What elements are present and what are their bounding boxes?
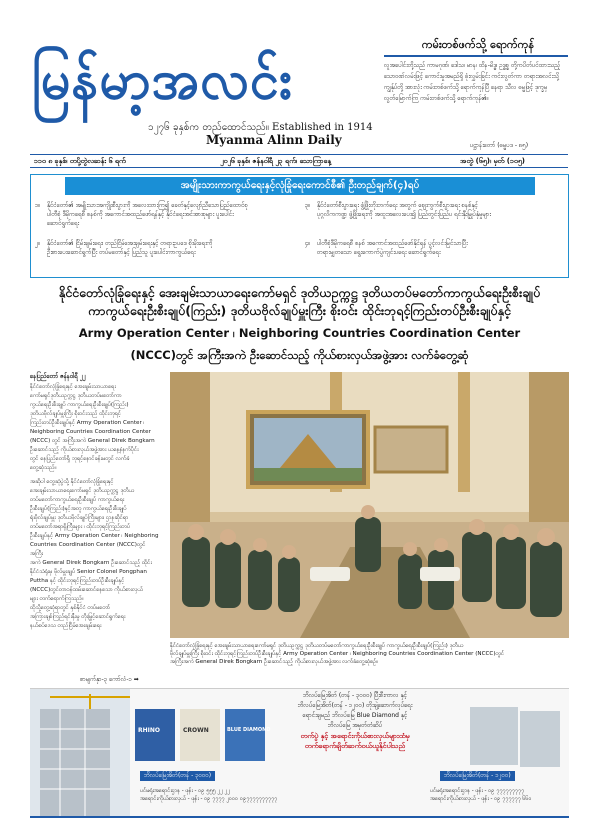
policy-heading: အမျိုးသားကာကွယ်ရေးနှင့်လုံခြုံရေးကောင်စီ၏ ဦးတည်ချက်(၄)ရပ် bbox=[65, 177, 535, 195]
policy-item bbox=[305, 201, 567, 237]
policy-item-text: နိုင်ငံတော်၏ ငြိမ်းချမ်းရေး၊ တည်ငြိမ်အေးချမ်းရေးနှင့် တရားဥပဒေ စိုးမိုးရေးကို ဦးစားပေးဆောင်ရွက်ပြီး တပ်မတော်နှင့် ပြည်သူ ပူးပေါင်းကာကွယ်ရေး bbox=[47, 240, 213, 256]
hotline-right: ဘိလပ်မြေအိတ်(တန် - ၁၂၀၀) bbox=[440, 771, 515, 781]
feature-source: ပဋ္ဌာန်းတော် (ဓမ္မပဒ - ၈၅) bbox=[470, 142, 529, 149]
headline-line-2: ကာကွယ်ရေးဦးစီးချုပ်(ကြည်း) ဒုတိယဗိုလ်ချုပ်မှူးကြီး စိုးဝင်း ထိုင်းဘုရင့်ကြည်းတပ်ဦးစီးချုပ်နှင့် bbox=[88, 303, 511, 318]
policy-box bbox=[30, 174, 569, 278]
ad-line: ဘိလပ်မြေ အမှတ်တံဆိပ် bbox=[327, 722, 383, 729]
main-headline bbox=[30, 284, 569, 366]
hotline-left: ဘိလပ်မြေအိတ်(တန် - ၃၀၀၀) bbox=[140, 771, 215, 781]
ad-highlight: တက်ရောက်ချိတ်ဆက်ဝယ်ယူနိုင်ပါသည် bbox=[304, 742, 406, 750]
meeting-photo bbox=[170, 372, 569, 638]
lunar-date: ၁၁၀ ၈ ခုနှစ်၊ တပို့တွဲလဆန်း ၆ ရက် bbox=[34, 157, 126, 165]
contact-right: ပင်မရုံးအရောင်းဌာန - ဖုန်း - ၀၉ ၇၇၇၇၇၇၇၇၇ အရောင်းကိုယ်စားလှယ် - ဖုန်း - ၀၉ ၇၇၇၇၇၇ ၆၆၀ bbox=[430, 788, 532, 802]
policy-item-number: ၃။ bbox=[305, 202, 311, 209]
english-name: Myanma Alinn Daily bbox=[206, 133, 342, 147]
article-column bbox=[30, 372, 160, 684]
policy-item bbox=[35, 239, 297, 275]
headline-line-4: (NCCC)တွင် အကြီးအကဲ ဦးဆောင်သည့် ကိုယ်စားလှယ်အဖွဲ့အား လက်ခံတွေ့ဆုံ bbox=[130, 348, 469, 362]
advertisement-text bbox=[270, 691, 440, 751]
policy-item-text: နိုင်ငံတော်စီးပွားရေး ဖွံ့ဖြိုးတိုးတက်ရေး အတွက် ဈေးကွက်စီးပွားရေး စနစ်နှင့် ပုဂ္ဂလိကကဏ္ဍ ဖွံ့ဖြိုးရေးကို အထူးအလေးပေး၍ ပြည်တွင်းပြည်ပ ရင်းနှီးမြှုပ်နှံမှုများ bbox=[317, 202, 491, 218]
feature-divider bbox=[384, 55, 568, 57]
newspaper-title: မြန်မာ့အလင်း bbox=[32, 48, 293, 112]
headline-line-3: Army Operation Center ၊ Neighboring Countries Coordination Center bbox=[78, 326, 521, 340]
continued-note: စာမျက်နှာ-၃ ကော်လံ-၁ ➡ bbox=[80, 676, 139, 683]
masthead bbox=[30, 40, 373, 152]
feature-title: ကမ်းတစ်ဖက်သို့ ရောက်ကုန် bbox=[421, 38, 535, 51]
photo-caption: နိုင်ငံတော်လုံခြုံရေးနှင့် အေးချမ်းသာယာရေးကော်မရှင် ဒုတိယဥက္ကဋ္ဌ ဒုတိယတပ်မတော်ကာကွယ်ရေးဦးစီးချုပ် ကာကွယ်ရေးဦးစီးချုပ်(ကြည်း) ဒုတိယ ဗိုလ်ချုပ်မှူးကြီး စိုးဝင်း ထိုင်းဘုရင့်ကြည်းတပ်ဦးစီးချုပ်နှင့် Army Operation Center ၊ Neighboring Countries Coordination Center (NCCC)တွင် အကြီးအကဲ General Direk Bongkarn ဦးဆောင်သည့် ကိုယ်စားလှယ်အဖွဲ့အား လက်ခံတွေ့ဆုံစဉ်။ bbox=[170, 643, 505, 665]
ad-line: ဘိလပ်မြေအိတ်(တန် - ၁၂၀၀) တိုးချဲ့ဆောက်လုပ်ရေး bbox=[297, 702, 413, 709]
date-bar bbox=[30, 154, 568, 168]
cement-advertisement bbox=[30, 688, 569, 816]
policy-items bbox=[35, 201, 566, 277]
bottom-rule bbox=[30, 816, 569, 818]
policy-item-number: ၂။ bbox=[35, 240, 40, 247]
brand-right-label: BLUE DIAMOND bbox=[227, 727, 271, 733]
feature-box bbox=[378, 38, 568, 153]
issue-date: ၂၀၂၆ ခုနှစ်၊ ဇန်နဝါရီ ၂၃ ရက်၊ သောကြာနေ့ bbox=[220, 157, 331, 165]
policy-item-text: ပါတီစုံဒီမိုကရေစီ စနစ် အကောင်အထည်ဖော်နိုင်ရန် ပွင့်လင်းမြင်သာပြီး တရားမျှတသော ရွေးကောက်ပွဲကျင်းပရေး ဆောင်ရွက်ရေး bbox=[317, 240, 468, 256]
policy-item-number: ၄။ bbox=[305, 240, 311, 247]
policy-item bbox=[305, 239, 567, 275]
article-byline: နေပြည်တော် ဇန်နဝါရီ ၂၂ bbox=[30, 373, 86, 380]
feature-body: လူအပေါင်းတို့သည် ကာမဂုဏ်၊ ဒေါသ၊ မာန၊ ထိန-မိဒ္ဓ၊ ဥဒ္ဓစ္စ တို့ကပိတ်ပင်ထားသည့် သောဝဏ်လမ်းဖြင့် ကောင်းမှုအမည်ရှိ ဖုံးလွှမ်းခြင်း ကင်းလွတ်ကာ တရားအလင်းသို့ ကျွန်ုပ်တို့ အားလုံး ကမ်းတစ်ဖက်သို့ ရောက်ကုန်ပြီ နေရာ သီလ ဓမ္မဖြင့် ဒုက္ခမှ လွတ်မြောက်ကြ ကမ်းတစ်ဖက်သို့ ရောက်ကုန်၏။ bbox=[384, 62, 561, 102]
established-line: ၁၂၇၆ ခုနှစ်က တည်ထောင်သည်။ Established in 1914 bbox=[148, 122, 373, 133]
ad-line: ရောင်းချမည် ဘိလပ်မြေ Blue Diamond နှင့် bbox=[302, 712, 408, 719]
headline-line-1: နိုင်ငံတော်လုံခြုံရေးနှင့် အေးချမ်းသာယာရေးကော်မရှင် ဒုတိယဥက္ကဋ္ဌ ဒုတိယတပ်မတော်ကာကွယ်ရေးဦးစီးချုပ် bbox=[58, 285, 541, 300]
ad-line: ဘိလပ်မြေအိတ် (တန် - ၃၀၀၀) ပြီးစီးကာလ နှင့် bbox=[302, 692, 408, 699]
contact-left: ပင်မရုံးအရောင်းဌာန - ဖုန်း - ၀၉ ၅၅၅ ၂၂ ၂၂ အရောင်းကိုယ်စားလှယ် - ဖုန်း - ၀၉ ၇၇၇၇ ၂၀၀၀ ၀၉၇၇၇၇၇၇၇၇၇၇ bbox=[140, 788, 278, 802]
article-paragraph: အဆိုပါ တွေ့ဆုံပွဲသို့ နိုင်ငံတော်လုံခြုံရေးနှင့် အေးချမ်းသာယာရေးကော်မရှင် ဒုတိယဥက္ကဋ္ဌ ဒုတိယ တပ်မတော်ကာကွယ်ရေးဦးစီးချုပ် ကာကွယ်ရေး ဦးစီးချုပ်(ကြည်း)နှင့်အတူ ကာကွယ်ရေးဦးစီးချုပ် ရုံးဗိုလ်ချုပ်မှူး ဒုတိယဗိုလ်ချုပ်ကြီးများ၊ ဌာနဆိုင်ရာ တပ်မတော်အရာရှိကြီးများ ၊ ထိုင်းဘုရင့်ကြည်းတပ် ဦးစီးချုပ်နှင့် Army Operation Center ၊ Neighboring Countries Coordination Center (NCCC)တွင် အကြီး အကဲ General Direk Bongkarn ဦးဆောင်သည့် ထိုင်း နိုင်ငံသံရုံးမှ ဗိုလ်မှူးချုပ် Senior Colonel Pongphan Puttha နှင့် ထိုင်းဘုရင့်ကြည်းတပ်ဦးစီးချုပ်နှင့် (NCCC)တွင်တာဝန်ထမ်းဆောင်နေသော ကိုယ်စားလှယ် များ တက်ရောက်ကြသည်။ bbox=[30, 479, 159, 602]
policy-item-number: ၁။ bbox=[35, 202, 41, 209]
policy-item bbox=[35, 201, 297, 237]
ad-highlight: တက်ပွဲ နှင့် အရောင်းကိုယ်စားလှယ်များထံမှ bbox=[300, 732, 410, 740]
article-paragraph: ထိုသို့တွေ့ဆုံရာတွင် နှစ်နိုင်ငံ တပ်မတော် အကြားချစ်ကြည်ရင်းနှီးမှု တိုးမြှင့်ဆောင်ရွက်ရေး နယ်စပ်ဒေသ တည်ငြိမ်အေးချမ်းရေး bbox=[30, 605, 126, 629]
policy-item-text: နိုင်ငံတော်၏ အမျိုးသားအကျိုးစီးပွားကို အလေးထားကြ၍ ခေတ်နှင့်လျော်ညီသောပြည်ထောင်စု ပါတီစုံ ဒီမိုကရေစီ စနစ်ကို အကောင်အထည်ဖော်ရန်နှင့် နိုင်ငံရေးအင်အားစုများ ပူးပေါင်း ဆောင်ရွက်ရေး bbox=[47, 202, 248, 227]
brand-middle-label: CROWN bbox=[183, 727, 209, 734]
issue-number: အတွဲ (၆၅)၊ မှတ် (၁၀၅) bbox=[460, 157, 525, 165]
meeting-photo-illustration bbox=[170, 372, 569, 638]
article-paragraph: နိုင်ငံတော်လုံခြုံရေးနှင့် အေးချမ်းသာယာရေး ကော်မရှင်ဒုတိယဥက္ကဋ္ဌ ဒုတိယတပ်မတော်ကာ ကွယ်ရေးဦးစီးချုပ် ကာကွယ်ရေးဦးစီးချုပ်(ကြည်း) ဒုတိယဗိုလ်ချုပ်မှူးကြီး စိုးဝင်းသည် ထိုင်းဘုရင့် ကြည်းတပ်ဦးစီးချုပ်နှင့် Army Operation Center ၊ Neighboring Countries Coordination Center (NCCC) တွင် အကြီးအကဲ General Direk Bongkarn ဦးဆောင်သည့် ကိုယ်စားလှယ်အဖွဲ့အား ယနေ့နံနက်ပိုင်း တွင် နေပြည်တော်ရှိ ဘုရင့်နောင်ခန်းမတွင် လက်ခံ တွေ့ဆုံသည်။ bbox=[30, 384, 155, 471]
brand-left-label: RHINO bbox=[138, 727, 160, 734]
